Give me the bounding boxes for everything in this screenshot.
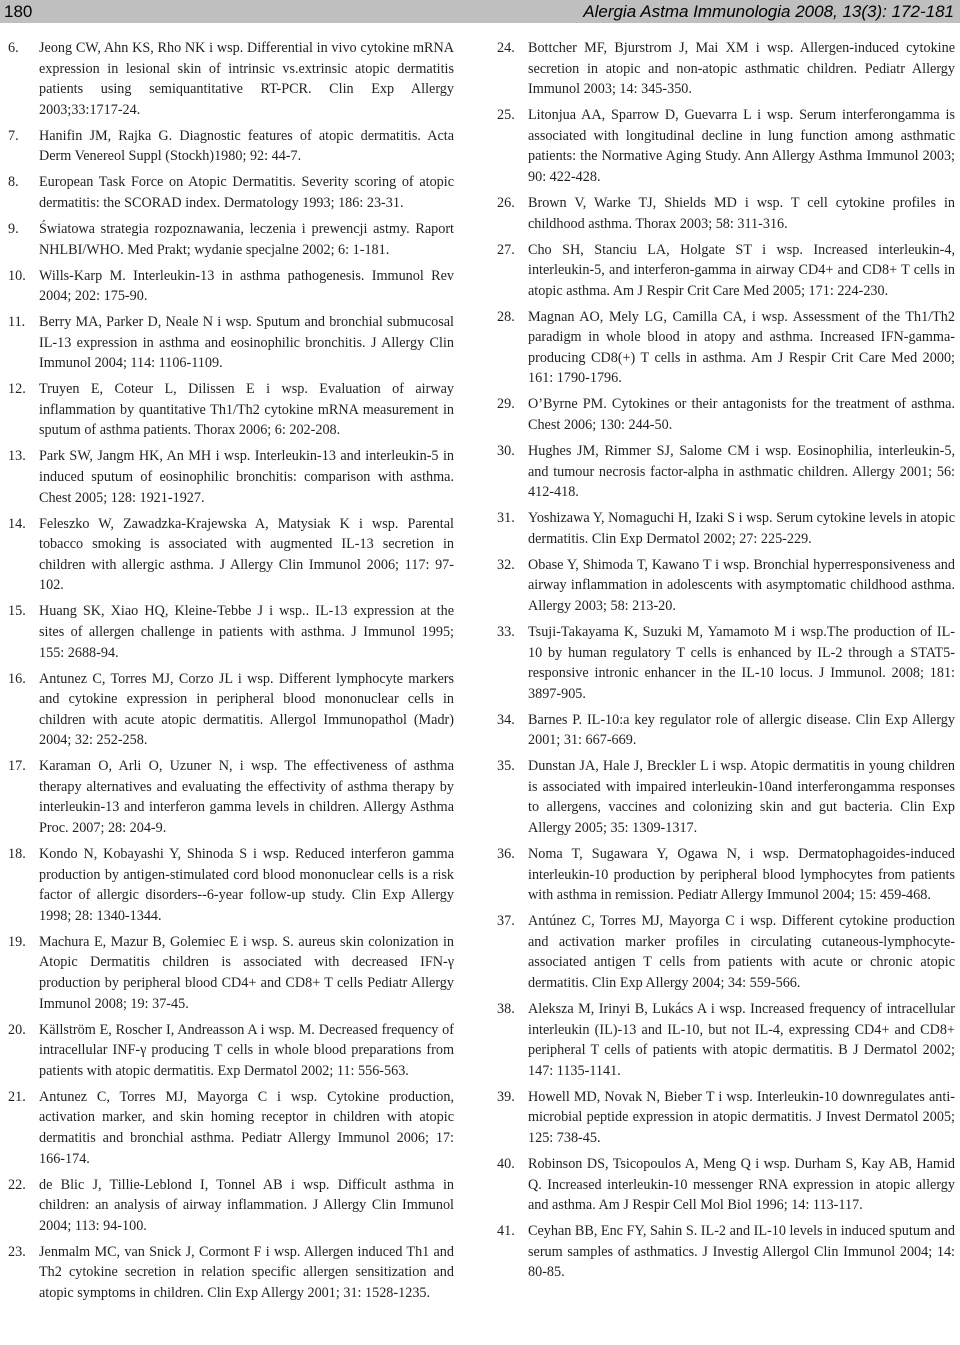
reference-item [497, 394, 955, 435]
reference-text: Bottcher MF, Bjurstrom J, Mai XM i wsp. Allergen-induced cytokine secretion in atopic and non-atopic asthmatic children. Pediatr Allergy Immunol 2003; 14: 345-350. [528, 40, 955, 98]
reference-text: European Task Force on Atopic Dermatitis. Severity scoring of atopic dermatitis: the SCORAD index. Dermatology 1993; 186: 23-31. [39, 174, 454, 211]
reference-text: Robinson DS, Tsicopoulos A, Meng Q i wsp. Durham S, Kay AB, Hamid Q. Increased interleukin-10 messenger RNA expression in atopic allergy and asthma. Am J Respir Cell Mol Biol 1996; 14: 113-117. [528, 1155, 955, 1214]
reference-number: 25. [497, 107, 515, 124]
reference-item [8, 844, 454, 926]
reference-item [8, 219, 454, 260]
reference-item [497, 105, 955, 187]
reference-item [497, 38, 955, 100]
reference-text: Yoshizawa Y, Nomaguchi H, Izaki S i wsp. Serum cytokine levels in atopic dermatitis. Clin Exp Dermatol 2002; 27: 225-229. [528, 510, 955, 547]
reference-number: 14. [8, 515, 26, 532]
reference-text: de Blic J, Tillie-Leblond I, Tonnel AB i wsp. Difficult asthma in children: an analysis of airway inflammation. J Allergy Clin Immunol 2004; 113: 94-100. [39, 1176, 454, 1234]
reference-item [497, 555, 955, 617]
reference-text: Howell MD, Novak N, Bieber T i wsp. Interleukin-10 downregulates anti-microbial peptide expression in atopic dermatitis. J Invest Dermatol 2005; 125: 738-45. [528, 1088, 955, 1146]
reference-text: Obase Y, Shimoda T, Kawano T i wsp. Bronchial hyperresponsiveness and airway inflammation in adolescents with asymptomatic childhood asthma. Allergy 2003; 58: 213-20. [528, 556, 955, 614]
reference-text: Noma T, Sugawara Y, Ogawa N, i wsp. Dermatophagoides-induced interleukin-10 production by peripheral blood lymphocytes from patients with asthma in remission. Pediatr Allergy Immunol 2004; 15: 459-468. [528, 846, 955, 904]
reference-number: 13. [8, 448, 26, 465]
reference-item [497, 1154, 955, 1216]
reference-item [497, 710, 955, 751]
reference-item [497, 1221, 955, 1283]
reference-text: Huang SK, Xiao HQ, Kleine-Tebbe J i wsp.. IL-13 expression at the sites of allergen challenge in patients with asthma. J Immunol 1995; 155: 2688-94. [39, 603, 454, 661]
reference-text: Kondo N, Kobayashi Y, Shinoda S i wsp. Reduced interferon gamma production by antigen-stimulated cord blood mononuclear cells is a risk factor of allergic disorders--6-year follow-up study. Clin Exp Allergy 1998; 28: 1340-1344. [39, 846, 454, 924]
reference-item [8, 312, 454, 374]
reference-item [497, 307, 955, 389]
reference-number: 38. [497, 1001, 515, 1017]
reference-text: Antunez C, Torres MJ, Corzo JL i wsp. Different lymphocyte markers and cytokine expression in peripheral blood mononuclear cells in children with acute atopic dermatitis. Allergol Immunopathol (Madr) 2004; 32: 252-258. [39, 670, 454, 749]
reference-text: Karaman O, Arli O, Uzuner N, i wsp. The effectiveness of asthma therapy alternatives and evaluating the effectivity of asthma therapy by interleukin-13 and interferon gamma levels in children. Allergy Asthma Proc. 2007; 28: 204-9. [39, 758, 454, 837]
reference-text: Truyen E, Coteur L, Dilissen E i wsp. Evaluation of airway inflammation by quantitative Th1/Th2 cytokine mRNA measurement in sputum of asthma patients. Thorax 2006; 6: 202-208. [39, 381, 454, 439]
reference-number: 27. [497, 241, 515, 258]
reference-number: 28. [497, 308, 515, 325]
reference-number: 41. [497, 1223, 515, 1240]
reference-item [8, 266, 454, 307]
reference-text: Jenmalm MC, van Snick J, Cormont F i wsp. Allergen induced Th1 and Th2 cytokine secretion in relation specific allergen sensitization and atopic symptoms in children. Clin Exp Allergy 2001; 31: 1528-1235. [39, 1243, 454, 1301]
reference-item [8, 514, 454, 596]
reference-number: 22. [8, 1176, 26, 1193]
reference-item [497, 240, 955, 302]
reference-number: 16. [8, 670, 26, 687]
reference-number: 19. [8, 933, 26, 950]
reference-text: Ceyhan BB, Enc FY, Sahin S. IL-2 and IL-10 levels in induced sputum and serum samples of asthmatics. J Investig Allergol Clin Immunol 2004; 14: 80-85. [528, 1223, 955, 1281]
page-header [0, 0, 960, 23]
reference-item [497, 911, 955, 993]
reference-number: 26. [497, 194, 515, 211]
reference-number: 18. [8, 846, 26, 863]
references-column-right [497, 38, 955, 1288]
reference-text: Barnes P. IL-10:a key regulator role of allergic disease. Clin Exp Allergy 2001; 31: 667-669. [528, 711, 955, 749]
reference-number: 29. [497, 396, 515, 413]
reference-number: 11. [8, 314, 26, 331]
reference-number: 20. [8, 1021, 26, 1038]
reference-item [8, 932, 454, 1014]
reference-number: 17. [8, 758, 26, 775]
reference-item [8, 1087, 454, 1169]
reference-item [497, 622, 955, 704]
reference-item [497, 844, 955, 906]
reference-text: Cho SH, Stanciu LA, Holgate ST i wsp. Increased interleukin-4, interleukin-5, and interferon-gamma in airway CD4+ and CD8+ T cells in atopic asthma. Am J Respir Crit Care Med 2005; 171: 224-230. [528, 241, 955, 299]
reference-item [8, 1175, 454, 1237]
reference-number: 31. [497, 510, 515, 527]
reference-number: 21. [8, 1088, 26, 1105]
reference-text: Machura E, Mazur B, Golemiec E i wsp. S. aureus skin colonization in Atopic Dermatitis children is associated with decreased IFN-γ production by peripheral blood CD4+ and CD8+ T cells Pediatr Allergy Immunol 2008; 19: 37-45. [39, 933, 454, 1012]
reference-number: 36. [497, 846, 515, 863]
reference-item [8, 38, 454, 120]
reference-item [497, 1087, 955, 1149]
reference-number: 24. [497, 40, 515, 56]
reference-number: 32. [497, 556, 515, 573]
reference-number: 7. [8, 127, 19, 144]
reference-text: Magnan AO, Mely LG, Camilla CA, i wsp. Assessment of the Th1/Th2 paradigm in whole blood in atopy and asthma. Increased IFN-gamma-producing CD8(+) T cells in asthma. Am J Respir Crit Care Med 2000; 161: 1790-1796. [528, 308, 955, 387]
reference-number: 9. [8, 220, 19, 237]
reference-text: O’Byrne PM. Cytokines or their antagonists for the treatment of asthma. Chest 2006; 130: 244-50. [528, 396, 955, 434]
reference-item [8, 379, 454, 441]
reference-text: Brown V, Warke TJ, Shields MD i wsp. T cell cytokine profiles in childhood asthma. Thorax 2003; 58: 311-316. [528, 194, 955, 232]
reference-item [497, 441, 955, 503]
reference-text: Jeong CW, Ahn KS, Rho NK i wsp. Differential in vivo cytokine mRNA expression in lesional skin of intrinsic vs.extrinsic atopic dermatitis patients using semiquantitative RT-PCR. Clin Exp Allergy 2003;33:1717-24. [39, 40, 454, 118]
reference-item [8, 126, 454, 167]
reference-item [497, 193, 955, 234]
references-column-left [8, 38, 454, 1309]
reference-number: 39. [497, 1088, 515, 1105]
reference-number: 23. [8, 1243, 26, 1260]
reference-number: 34. [497, 711, 515, 728]
reference-item [8, 669, 454, 751]
reference-number: 6. [8, 40, 19, 56]
reference-number: 8. [8, 174, 19, 191]
reference-text: Wills-Karp M. Interleukin-13 in asthma pathogenesis. Immunol Rev 2004; 202: 175-90. [39, 267, 454, 305]
reference-text: Aleksza M, Irinyi B, Lukács A i wsp. Increased frequency of intracellular interleukin (IL)-13 and IL-10, but not IL-4, expressing CD4+ and CD8+ peripheral T cells of patients with atopic dermatitis. B J Dermatol 2002; 147: 1135-1141. [528, 1001, 955, 1079]
reference-number: 37. [497, 913, 515, 930]
reference-number: 40. [497, 1155, 515, 1172]
reference-text: Park SW, Jangm HK, An MH i wsp. Interleukin-13 and interleukin-5 in induced sputum of eosinophilic bronchitis: comparison with asthma. Chest 2005; 128: 1921-1927. [39, 448, 454, 506]
reference-item [8, 756, 454, 838]
reference-text: Hanifin JM, Rajka G. Diagnostic features of atopic dermatitis. Acta Derm Venereol Suppl (Stockh)1980; 92: 44-7. [39, 127, 454, 165]
reference-text: Antunez C, Torres MJ, Mayorga C i wsp. Cytokine production, activation marker, and skin homing receptor in children with atopic dermatitis and bronchial asthma. Pediatr Allergy Immunol 2006; 17: 166-174. [39, 1088, 454, 1167]
reference-text: Litonjua AA, Sparrow D, Guevarra L i wsp. Serum interferongamma is associated with longitudinal decline in lung function among asthmatic patients: the Normative Aging Study. Ann Allergy Asthma Immunol 2003; 90: 422-428. [528, 107, 955, 185]
reference-number: 35. [497, 758, 515, 775]
reference-text: Berry MA, Parker D, Neale N i wsp. Sputum and bronchial submucosal IL-13 expression in asthma and eosinophilic bronchitis. J Allergy Clin Immunol 2004; 114: 1106-1109. [39, 314, 454, 372]
reference-text: Feleszko W, Zawadzka-Krajewska A, Matysiak K i wsp. Parental tobacco smoking is associated with augmented IL-13 secretion in children with allergic asthma. J Allergy Clin Immunol 2006; 117: 97-102. [39, 515, 454, 594]
reference-item [8, 1242, 454, 1304]
reference-text: Källström E, Roscher I, Andreasson A i wsp. M. Decreased frequency of intracellular INF-γ producing T cells in whole blood preparations from patients with atopic dermatitis. Exp Dermatol 2002; 11: 556-563. [39, 1021, 454, 1079]
reference-number: 12. [8, 381, 26, 398]
reference-item [497, 999, 955, 1081]
reference-text: Dunstan JA, Hale J, Breckler L i wsp. Atopic dermatitis in young children is associated with impaired interleukin-10and interferongamma responses to allergens, vaccines and colonizing skin and gut bacteria. Clin Exp Allergy 2005; 35: 1309-1317. [528, 758, 955, 837]
reference-number: 15. [8, 603, 26, 620]
reference-item [497, 756, 955, 838]
reference-item [8, 172, 454, 213]
reference-text: Światowa strategia rozpoznawania, leczenia i prewencji astmy. Raport NHLBI/WHO. Med Prakt; wydanie specjalne 2002; 6: 1-181. [39, 220, 454, 258]
reference-item [8, 446, 454, 508]
reference-item [497, 508, 955, 549]
reference-number: 33. [497, 623, 515, 640]
reference-item [8, 1020, 454, 1082]
reference-text: Hughes JM, Rimmer SJ, Salome CM i wsp. Eosinophilia, interleukin-5, and tumour necrosis factor-alpha in asthmatic children. Allergy 2001; 56: 412-418. [528, 443, 955, 501]
reference-number: 30. [497, 443, 515, 460]
reference-text: Antúnez C, Torres MJ, Mayorga C i wsp. Different cytokine production and activation marker profiles in circulating cutaneous-lymphocyte-associated antigen T cells from patients with acute or chronic atopic dermatitis. Clin Exp Allergy 2004; 34: 559-566. [528, 913, 955, 992]
reference-number: 10. [8, 267, 26, 284]
reference-item [8, 601, 454, 663]
reference-text: Tsuji-Takayama K, Suzuki M, Yamamoto M i wsp.The production of IL-10 by human regulatory T cells is enhanced by IL-2 through a STAT5-responsive intronic enhancer in the IL-10 locus. J Immunol. 2008; 181: 3897-905. [528, 623, 955, 702]
page-number: 180 [4, 2, 33, 21]
journal-citation: Alergia Astma Immunologia 2008, 13(3): 172-181 [583, 2, 954, 21]
